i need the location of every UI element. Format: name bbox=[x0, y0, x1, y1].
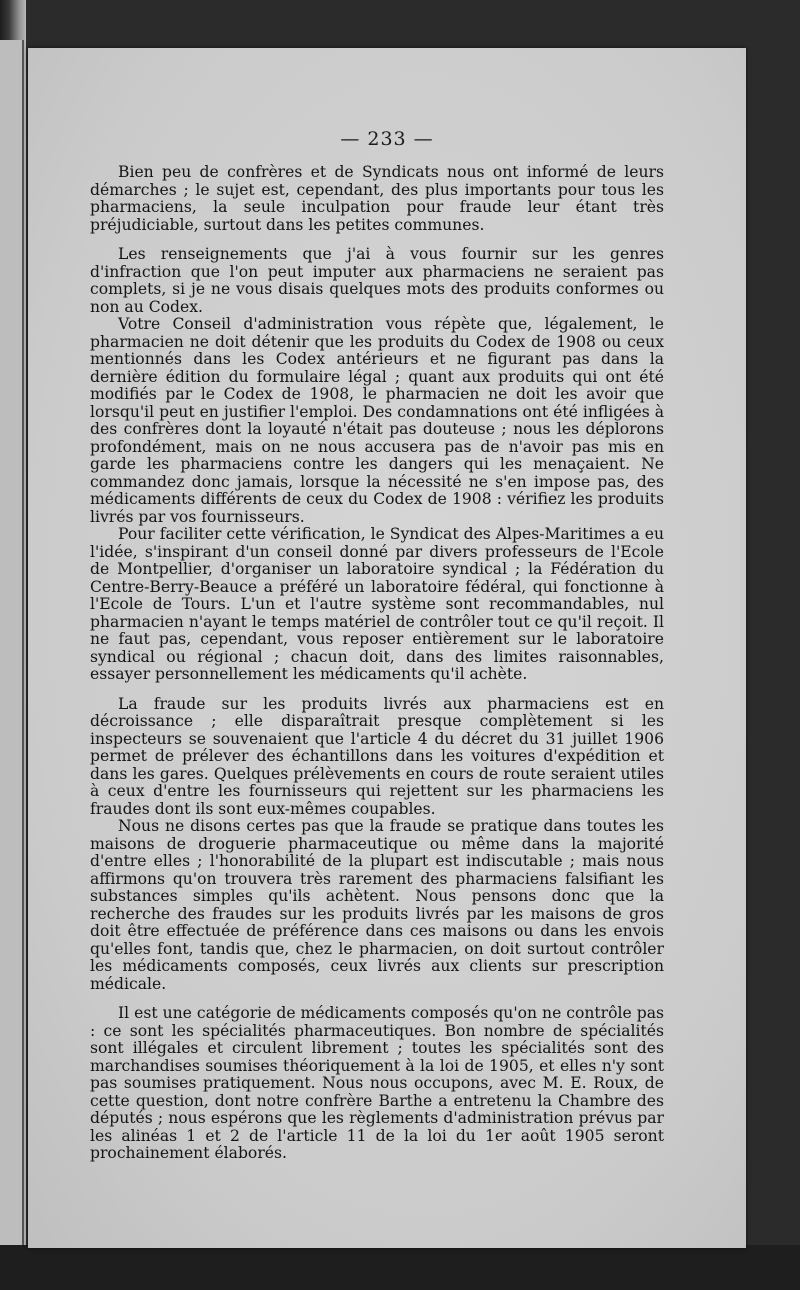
paragraph-7: Il est une catégorie de médicaments composés qu'on ne contrôle pas : ce sont les spécialités pharmaceutiques. Bon nombre de spécialités sont illégales et circulent librement ; toutes les spécialités sont des marchandises soumises théoriquement à la loi de 1905, et elles n'y sont pas soumises pratiquement. Nous nous occupons, avec M. E. Roux, de cette question, dont notre confrère Barthe a entretenu la Chambre des députés ; nous espérons que les règlements d'administration prévus par les alinéas 1 et 2 de l'article 11 de la loi du 1er août 1905 seront prochainement élaborés. bbox=[90, 1004, 664, 1162]
previous-page-edge bbox=[0, 40, 24, 1250]
paragraph-2: Les renseignements que j'ai à vous fournir sur les genres d'infraction que l'on peut imputer aux pharmaciens ne seraient pas complets, si je ne vous disais quelques mots des produits conformes ou non au Codex. bbox=[90, 245, 664, 316]
page-number: — 233 — bbox=[340, 128, 434, 150]
paragraph-6: Nous ne disons certes pas que la fraude se pratique dans toutes les maisons de droguerie pharmaceutique ou même dans la majorité d'entre elles ; l'honorabilité de la plupart est indiscutable ; mais nous affirmons qu'on trouvera très rarement des pharmaciens falsifiant les substances simples qu'ils achètent. Nous pensons donc que la recherche des fraudes sur les produits livrés par les maisons de gros doit être effectuée de préférence dans ces maisons ou dans les envois qu'elles font, tandis que, chez le pharmacien, on doit surtout contrôler les médicaments composés, ceux livrés aux clients sur prescription médicale. bbox=[90, 817, 664, 993]
page-body bbox=[90, 164, 664, 1163]
paragraph-4: Pour faciliter cette vérification, le Syndicat des Alpes-Maritimes a eu l'idée, s'inspirant d'un conseil donné par divers professeurs de l'Ecole de Montpellier, d'organiser un laboratoire syndical ; la Fédération du Centre-Berry-Beauce a préféré un laboratoire fédéral, qui fonctionne à l'Ecole de Tours. L'un et l'autre système sont recommandables, nul pharmacien n'ayant le temps matériel de contrôler tout ce qu'il reçoit. Il ne faut pas, cependant, vous reposer entièrement sur le laboratoire syndical ou régional ; chacun doit, dans des limites raisonnables, essayer personnellement les médicaments qu'il achète. bbox=[90, 525, 664, 683]
book-page bbox=[28, 48, 746, 1248]
scan-background bbox=[0, 1245, 800, 1290]
paragraph-5: La fraude sur les produits livrés aux pharmaciens est en décroissance ; elle disparaîtrait presque complètement si les inspecteurs se souvenaient que l'article 4 du décret du 31 juillet 1906 permet de prélever des échantillons dans les voitures d'expédition et dans les gares. Quelques prélèvements en cours de route seraient utiles à ceux d'entre les fournisseurs qui rejettent sur les pharmaciens les fraudes dont ils sont eux-mêmes coupables. bbox=[90, 694, 664, 818]
paragraph-3: Votre Conseil d'administration vous répète que, légalement, le pharmacien ne doit détenir que les produits du Codex de 1908 ou ceux mentionnés dans les Codex antérieurs et ne figurant pas dans la dernière édition du formulaire légal ; quant aux produits qui ont été modifiés par le Codex de 1908, le pharmacien ne doit les avoir que lorsqu'il peut en justifier l'emploi. Des condamnations ont été infligées à des confrères dont la loyauté n'était pas douteuse ; nous les déplorons profondément, mais on ne nous accusera pas de n'avoir pas mis en garde les pharmaciens contre les dangers qui les menaçaient. Ne commandez donc jamais, lorsque la nécessité ne s'en impose pas, des médicaments différents de ceux du Codex de 1908 : vérifiez les produits livrés par vos fournisseurs. bbox=[90, 315, 664, 526]
paragraph-1: Bien peu de confrères et de Syndicats nous ont informé de leurs démarches ; le sujet est, cependant, des plus importants pour tous les pharmaciens, la seule inculpation pour fraude leur étant très préjudiciable, surtout dans les petites communes. bbox=[90, 163, 664, 234]
